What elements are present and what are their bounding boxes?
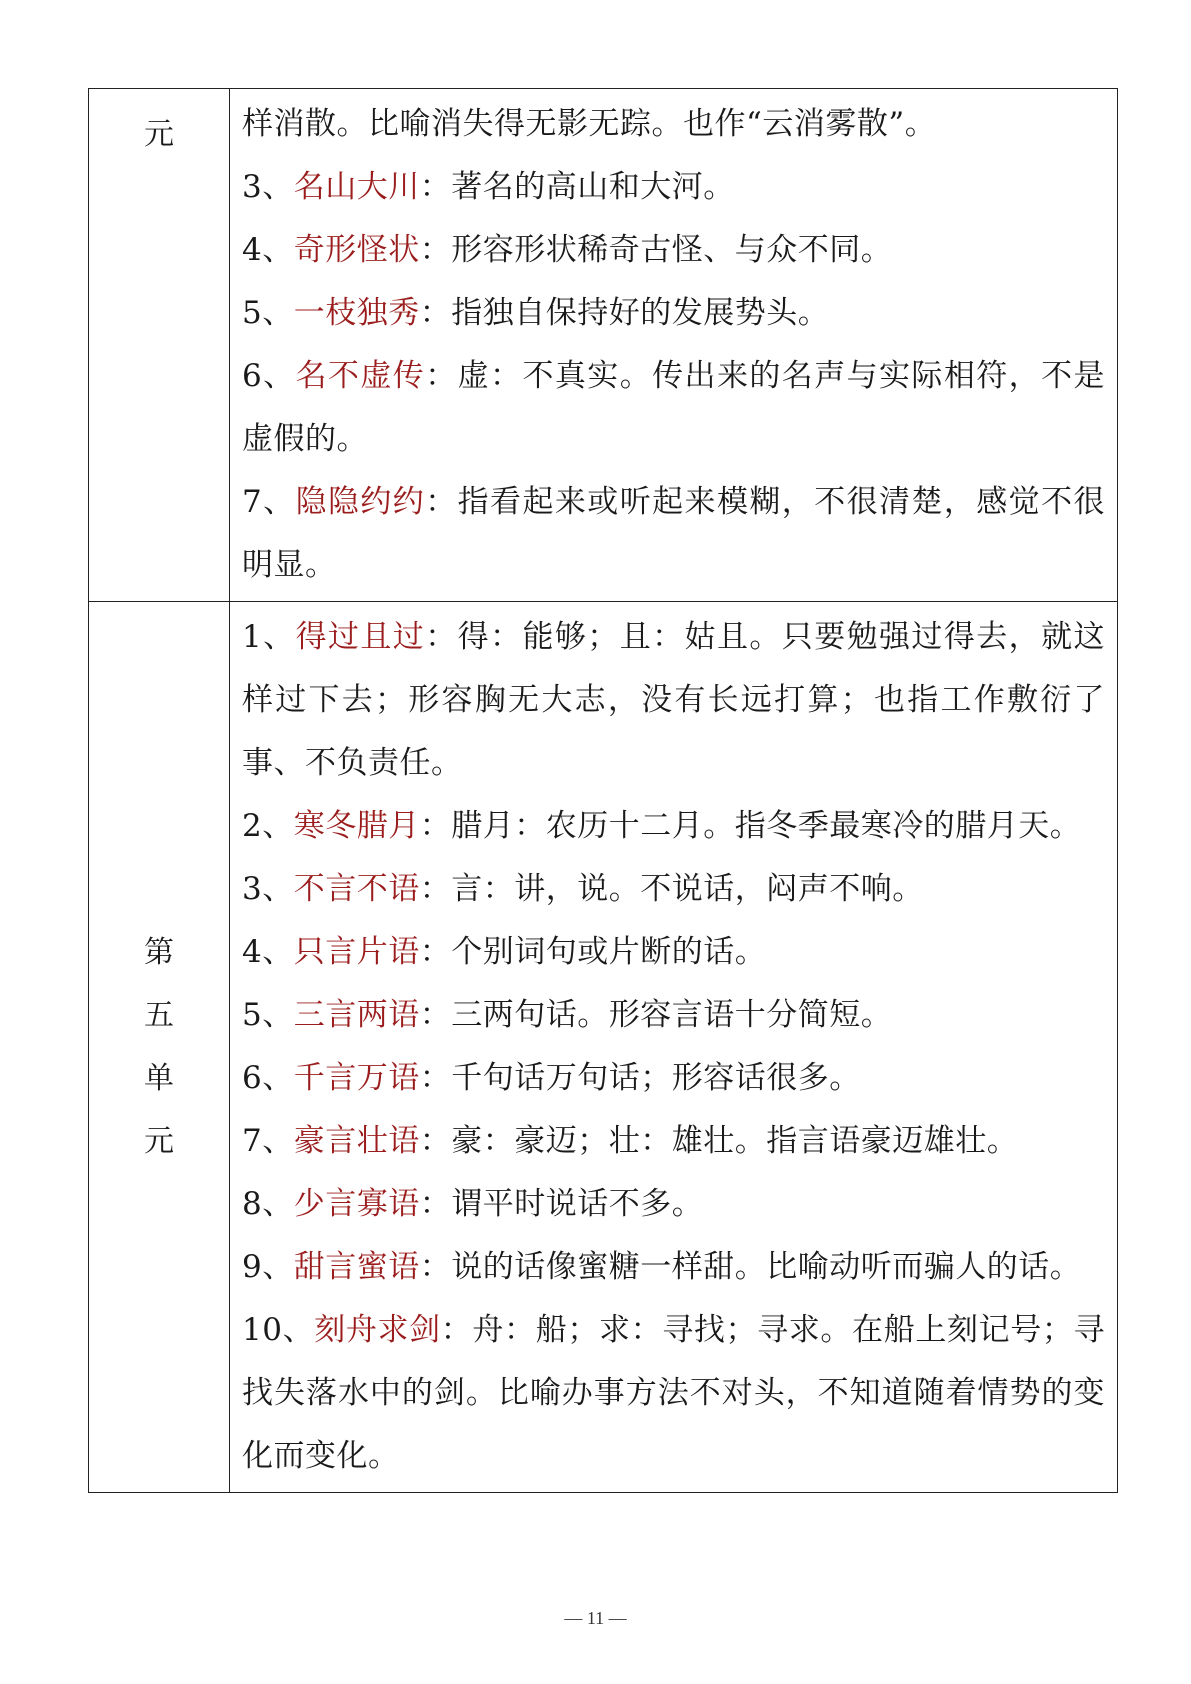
entry — [242, 219, 1105, 282]
entry — [242, 93, 1105, 156]
entry — [242, 1236, 1105, 1299]
entry-sep: ： — [419, 169, 452, 205]
entry-def: 著名的高山和大河。 — [451, 169, 735, 205]
entry-term: 一枝独秀 — [293, 295, 420, 331]
entry — [242, 858, 1105, 921]
entry-term: 千言万语 — [293, 1060, 420, 1096]
entry-sep: ： — [419, 1123, 452, 1159]
unit-char: 元 — [144, 1124, 174, 1159]
entry-def: 说的话像蜜糖一样甜。比喻动听而骗人的话。 — [451, 1249, 1082, 1285]
entry-num: 3、 — [242, 169, 294, 205]
entry-def: 腊月：农历十二月。指冬季最寒冷的腊月天。 — [451, 808, 1082, 844]
entry-def: 谓平时说话不多。 — [451, 1186, 704, 1222]
entry — [242, 471, 1105, 597]
entry-def: 形容形状稀奇古怪、与众不同。 — [451, 232, 893, 268]
page-number: — 11 — — [564, 1608, 627, 1628]
entry-def: 虚：不真实。传出来的名声与实际相符，不是虚假的。 — [242, 358, 1106, 457]
entry — [242, 1047, 1105, 1110]
entry-term: 甜言蜜语 — [293, 1249, 420, 1285]
unit-label-cell — [89, 89, 230, 602]
entries-cell — [230, 89, 1118, 602]
entry-num: 7、 — [242, 484, 296, 520]
entry-term: 三言两语 — [293, 997, 420, 1033]
entry — [242, 921, 1105, 984]
unit-char: 单 — [144, 1061, 174, 1096]
entry-def: 个别词句或片断的话。 — [451, 934, 767, 970]
entry-sep: ： — [419, 1060, 452, 1096]
section-row — [89, 602, 1118, 1493]
entry — [242, 1110, 1105, 1173]
entry-sep: ： — [419, 1186, 452, 1222]
entry-def: 三两句话。形容言语十分简短。 — [451, 997, 893, 1033]
entry-def: 样消散。比喻消失得无影无踪。也作“云消雾散”。 — [242, 106, 937, 142]
entry — [242, 282, 1105, 345]
entry-num: 10、 — [242, 1312, 315, 1348]
entry-num: 3、 — [242, 871, 294, 907]
entry-num: 4、 — [242, 934, 294, 970]
entry — [242, 1173, 1105, 1236]
entry-def: 舟：船；求：寻找；寻求。在船上刻记号；寻找失落水中的剑。比喻办事方法不对头，不知道随着情势的变化而变化。 — [242, 1312, 1106, 1474]
entry-def: 得：能够；且：姑且。只要勉强过得去，就这样过下去；形容胸无大志，没有长远打算；也指工作敷衍了事、不负责任。 — [242, 619, 1106, 781]
entry-sep: ： — [425, 619, 458, 655]
entry-def: 千句话万句话；形容话很多。 — [451, 1060, 861, 1096]
unit-char: 五 — [144, 998, 174, 1033]
entry-sep: ： — [419, 997, 452, 1033]
entry — [242, 795, 1105, 858]
entry-num: 7、 — [242, 1123, 294, 1159]
entries-cell — [230, 602, 1118, 1493]
entry-term: 名不虚传 — [295, 358, 426, 394]
section-row — [89, 89, 1118, 602]
entry-num: 8、 — [242, 1186, 294, 1222]
entry — [242, 606, 1105, 795]
entry-sep: ： — [425, 358, 458, 394]
entry-num: 6、 — [242, 1060, 294, 1096]
entry-sep: ： — [419, 808, 452, 844]
entry-def: 言：讲，说。不说话，闷声不响。 — [451, 871, 924, 907]
entry-term: 不言不语 — [293, 871, 420, 907]
entry-term: 少言寡语 — [293, 1186, 420, 1222]
entry-sep: ： — [440, 1312, 473, 1348]
entry — [242, 1299, 1105, 1488]
entry-sep: ： — [419, 934, 452, 970]
entry-term: 豪言壮语 — [293, 1123, 420, 1159]
entry-num: 5、 — [242, 997, 294, 1033]
entry-num: 2、 — [242, 808, 294, 844]
entry-term: 只言片语 — [293, 934, 420, 970]
entry-term: 隐隐约约 — [295, 484, 426, 520]
vocab-table — [88, 88, 1118, 1493]
unit-char: 第 — [144, 935, 174, 970]
unit-label-cell — [89, 602, 230, 1493]
entry-num: 6、 — [242, 358, 296, 394]
entry-term: 得过且过 — [295, 619, 426, 655]
entry-num: 9、 — [242, 1249, 294, 1285]
entry-sep: ： — [425, 484, 458, 520]
entry-sep: ： — [419, 871, 452, 907]
entry — [242, 984, 1105, 1047]
entry-term: 刻舟求剑 — [314, 1312, 441, 1348]
entry-def: 豪：豪迈；壮：雄壮。指言语豪迈雄壮。 — [451, 1123, 1019, 1159]
entry-sep: ： — [419, 232, 452, 268]
entry-term: 寒冬腊月 — [293, 808, 420, 844]
entry-num: 1、 — [242, 619, 296, 655]
entry-num: 5、 — [242, 295, 294, 331]
entry-sep: ： — [419, 1249, 452, 1285]
entry — [242, 345, 1105, 471]
entry-sep: ： — [419, 295, 452, 331]
entry-term: 奇形怪状 — [293, 232, 420, 268]
entry-def: 指看起来或听起来模糊，不很清楚，感觉不很明显。 — [242, 484, 1106, 583]
entry-term: 名山大川 — [293, 169, 420, 205]
entry — [242, 156, 1105, 219]
entry-def: 指独自保持好的发展势头。 — [451, 295, 830, 331]
entry-num: 4、 — [242, 232, 294, 268]
unit-char: 元 — [144, 117, 174, 152]
